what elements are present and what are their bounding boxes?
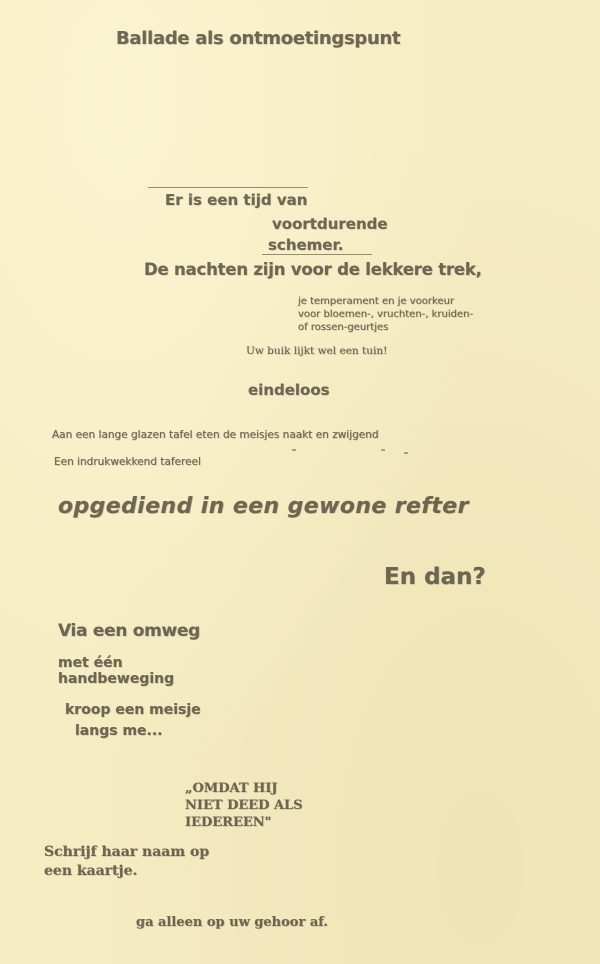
- line-14b: langs me...: [75, 723, 163, 739]
- line-5a: je temperament en je voorkeur: [298, 296, 455, 307]
- line-3: schemer.: [268, 236, 344, 254]
- line-2: voortdurende: [272, 215, 388, 233]
- line-10: opgediend in een gewone refter: [58, 494, 469, 519]
- line-9: Een indrukwekkend tafereel: [54, 456, 201, 468]
- line-4: De nachten zijn voor de lekkere trek,: [144, 260, 482, 279]
- ink-speck-1: [292, 449, 296, 451]
- line-7: eindeloos: [248, 381, 330, 399]
- cut-line-middle: [262, 254, 372, 255]
- line-15b: NIET DEED ALS: [185, 798, 303, 813]
- line-13b: handbeweging: [58, 671, 175, 687]
- ink-speck-3: [404, 452, 408, 454]
- line-15c: IEDEREEN": [185, 815, 272, 830]
- line-8: Aan een lange glazen tafel eten de meisjes naakt en zwijgend: [52, 429, 379, 441]
- line-6: Uw buik lijkt wel een tuin!: [246, 345, 388, 357]
- cut-line-top: [148, 187, 308, 188]
- line-5c: of rossen-geurtjes: [298, 322, 389, 333]
- line-1: Er is een tijd van: [165, 191, 308, 209]
- line-14a: kroop een meisje: [65, 702, 201, 718]
- line-5b: voor bloemen-, vruchten-, kruiden-: [298, 309, 474, 320]
- line-17: ga alleen op uw gehoor af.: [136, 915, 328, 930]
- poem-title: Ballade als ontmoetingspunt: [116, 28, 401, 49]
- line-16b: een kaartje.: [44, 863, 138, 879]
- line-12: Via een omweg: [58, 621, 201, 641]
- line-15a: „OMDAT HIJ: [185, 781, 278, 796]
- line-11: En dan?: [384, 564, 486, 590]
- line-13a: met één: [58, 655, 123, 671]
- line-16a: Schrijf haar naam op: [44, 844, 210, 860]
- ink-speck-2: [381, 449, 385, 451]
